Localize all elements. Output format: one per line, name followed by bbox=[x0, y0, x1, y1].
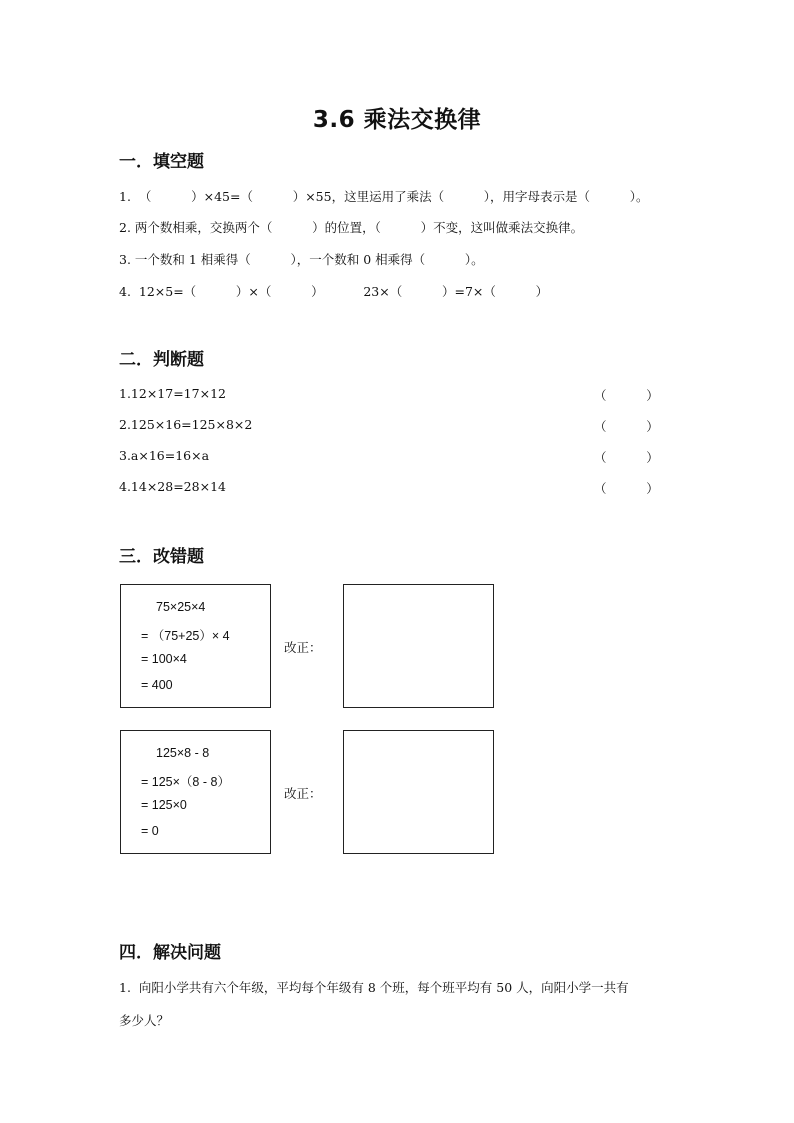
fill-question-1: 1. （ ）×45=（ ）×55，这里运用了乘法（ ），用字母表示是（ ）。 bbox=[119, 189, 649, 204]
judge-answer-3: （ ） bbox=[594, 450, 659, 465]
section-heading-solve: 四．解决问题 bbox=[119, 943, 221, 963]
judge-answer-4: （ ） bbox=[594, 481, 659, 496]
judge-answer-1: （ ） bbox=[594, 388, 659, 403]
wrong-work-line: = 125×（8 - 8） bbox=[141, 775, 230, 789]
page-title: 3.6 乘法交换律 bbox=[312, 107, 482, 133]
wrong-work-line: = 125×0 bbox=[141, 798, 187, 812]
correction-answer-box-2[interactable] bbox=[343, 730, 494, 854]
section-heading-judge: 二．判断题 bbox=[119, 350, 204, 370]
correction-label-1: 改正： bbox=[284, 640, 322, 655]
wrong-work-line: = 0 bbox=[141, 824, 159, 838]
judge-question-1: 1.12×17=17×12 bbox=[119, 386, 226, 401]
wrong-work-line: = （75+25）× 4 bbox=[141, 629, 230, 643]
judge-question-2: 2.125×16=125×8×2 bbox=[119, 417, 253, 432]
correction-answer-box-1[interactable] bbox=[343, 584, 494, 708]
fill-question-3: 3. 一个数和 1 相乘得（ ），一个数和 0 相乘得（ ）。 bbox=[119, 252, 484, 267]
wrong-work-line: 75×25×4 bbox=[156, 600, 206, 614]
wrong-work-box-1 bbox=[120, 584, 271, 708]
wrong-work-line: = 400 bbox=[141, 678, 173, 692]
section-heading-fill: 一．填空题 bbox=[119, 152, 204, 172]
solve-question-1-line-1: 1. 向阳小学共有六个年级，平均每个年级有 8 个班，每个班平均有 50 人，向阳小学一共有 bbox=[119, 980, 629, 995]
fill-question-2: 2. 两个数相乘，交换两个（ ）的位置，（ ）不变，这叫做乘法交换律。 bbox=[119, 220, 584, 235]
correction-label-2: 改正： bbox=[284, 786, 322, 801]
wrong-work-box-2 bbox=[120, 730, 271, 854]
fill-question-4: 4. 12×5=（ ）×（ ） 23×（ ）=7×（ ） bbox=[119, 284, 549, 299]
judge-question-4: 4.14×28=28×14 bbox=[119, 479, 226, 494]
judge-answer-2: （ ） bbox=[594, 419, 659, 434]
wrong-work-line: = 100×4 bbox=[141, 652, 187, 666]
solve-question-1-line-2: 多少人？ bbox=[119, 1013, 170, 1028]
wrong-work-line: 125×8 - 8 bbox=[156, 746, 210, 760]
section-heading-correct: 三．改错题 bbox=[119, 547, 204, 567]
judge-question-3: 3.a×16=16×a bbox=[119, 448, 210, 463]
